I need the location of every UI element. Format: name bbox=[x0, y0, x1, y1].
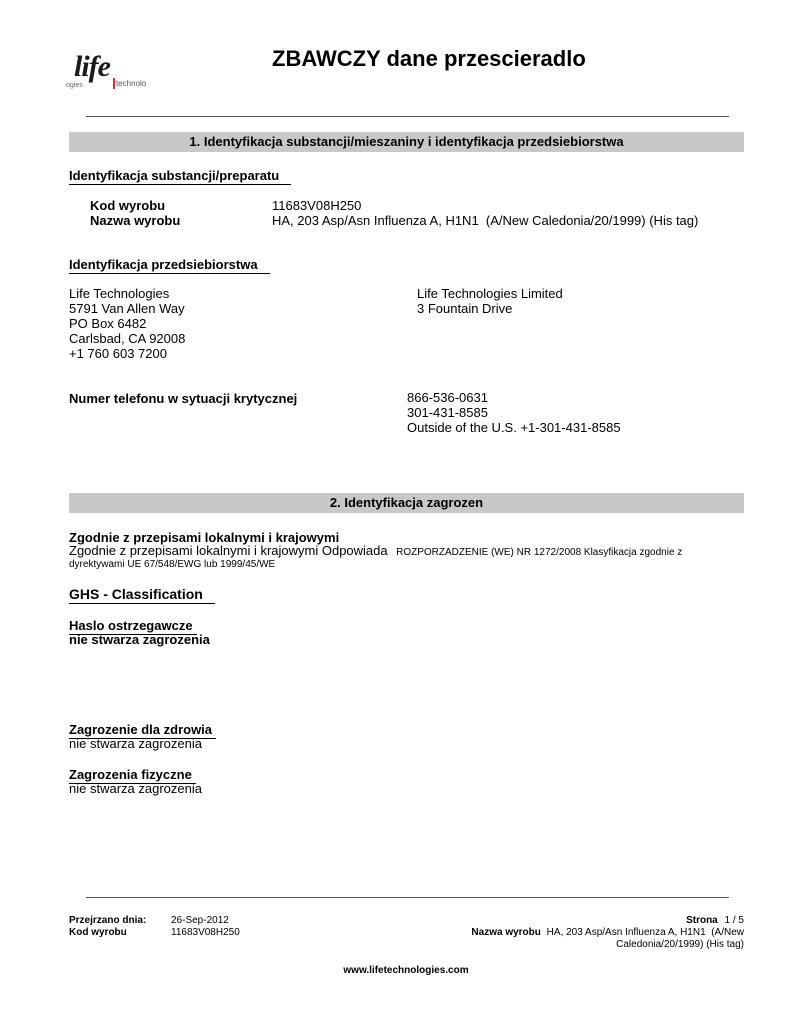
address-line: 5791 Van Allen Way bbox=[69, 301, 185, 316]
phone-number: 866-536-0631 bbox=[407, 390, 488, 405]
logo-wordmark: life bbox=[74, 50, 110, 83]
product-name-label: Nazwa wyrobu bbox=[90, 213, 181, 228]
footer-code-value: 11683V08H250 bbox=[171, 927, 240, 938]
compliance-text-main: Zgodnie z przepisami lokalnymi i krajowymi Odpowiada bbox=[69, 543, 388, 558]
header-divider bbox=[86, 116, 729, 117]
emergency-phone-numbers bbox=[407, 390, 621, 435]
revised-date-value: 26-Sep-2012 bbox=[171, 915, 229, 926]
footer-code-label: Kod wyrobu bbox=[69, 927, 127, 938]
ghs-classification-heading: GHS - Classification bbox=[69, 586, 215, 604]
product-code-label: Kod wyrobu bbox=[90, 198, 166, 213]
page-number bbox=[686, 915, 744, 927]
company-identification-heading: Identyfikacja przedsiebiorstwa bbox=[69, 256, 270, 274]
section-1-heading: 1. Identyfikacja substancji/mieszaniny i identyfikacja przedsiebiorstwa bbox=[69, 132, 744, 152]
company-address-uk bbox=[417, 286, 563, 316]
substance-identification-heading: Identyfikacja substancji/preparatu bbox=[69, 167, 291, 185]
footer-divider bbox=[86, 897, 729, 898]
footer-name-label: Nazwa wyrobu bbox=[471, 927, 541, 938]
logo-left-fragment: ogies bbox=[66, 82, 83, 89]
page-label: Strona bbox=[686, 915, 718, 926]
phone-number: Outside of the U.S. +1-301-431-8585 bbox=[407, 420, 621, 435]
revised-date-label: Przejrzano dnia: bbox=[69, 915, 147, 926]
address-line: Life Technologies Limited bbox=[417, 286, 563, 301]
phone-number: 301-431-8585 bbox=[407, 405, 488, 420]
address-line: Carlsbad, CA 92008 bbox=[69, 331, 186, 346]
physical-hazard-heading: Zagrozenia fizyczne bbox=[69, 766, 196, 784]
address-line: Life Technologies bbox=[69, 286, 170, 301]
document-title: ZBAWCZY dane przescieradlo bbox=[272, 46, 586, 71]
address-line: PO Box 6482 bbox=[69, 316, 147, 331]
page-value: 1 / 5 bbox=[724, 915, 744, 926]
footer-product-name bbox=[424, 927, 744, 951]
logo-red-bar bbox=[113, 78, 115, 89]
footer-name-value-line1: HA, 203 Asp/Asn Influenza A, H1N1 (A/New bbox=[546, 927, 744, 938]
company-logo bbox=[66, 50, 166, 95]
compliance-text bbox=[69, 544, 749, 560]
signal-word-value: nie stwarza zagrozenia bbox=[69, 632, 210, 647]
physical-hazard-value: nie stwarza zagrozenia bbox=[69, 781, 202, 796]
signal-word-heading: Haslo ostrzegawcze bbox=[69, 617, 197, 635]
compliance-text-regulation: ROZPORZADZENIE (WE) NR 1272/2008 Klasyfikacja zgodnie z bbox=[396, 547, 683, 558]
address-line: +1 760 603 7200 bbox=[69, 346, 167, 361]
website-link[interactable]: www.lifetechnologies.com bbox=[343, 965, 469, 976]
product-code-value: 11683V08H250 bbox=[272, 198, 362, 213]
logo-right-fragment: technolo bbox=[116, 79, 147, 88]
health-hazard-value: nie stwarza zagrozenia bbox=[69, 736, 202, 751]
health-hazard-heading: Zagrozenie dla zdrowia bbox=[69, 721, 216, 739]
emergency-phone-label: Numer telefonu w sytuacji krytycznej bbox=[69, 391, 298, 406]
product-name-value: HA, 203 Asp/Asn Influenza A, H1N1 (A/New Caledonia/20/1999) (His tag) bbox=[272, 213, 699, 228]
company-address-us bbox=[69, 286, 185, 361]
compliance-heading: Zgodnie z przepisami lokalnymi i krajowymi bbox=[69, 530, 340, 545]
footer-name-value-line2: Caledonia/20/1999) (His tag) bbox=[616, 939, 744, 950]
section-2-heading: 2. Identyfikacja zagrozen bbox=[69, 493, 744, 513]
compliance-text-directive: dyrektywami UE 67/548/EWG lub 1999/45/WE bbox=[69, 559, 276, 570]
address-line: 3 Fountain Drive bbox=[417, 301, 513, 316]
